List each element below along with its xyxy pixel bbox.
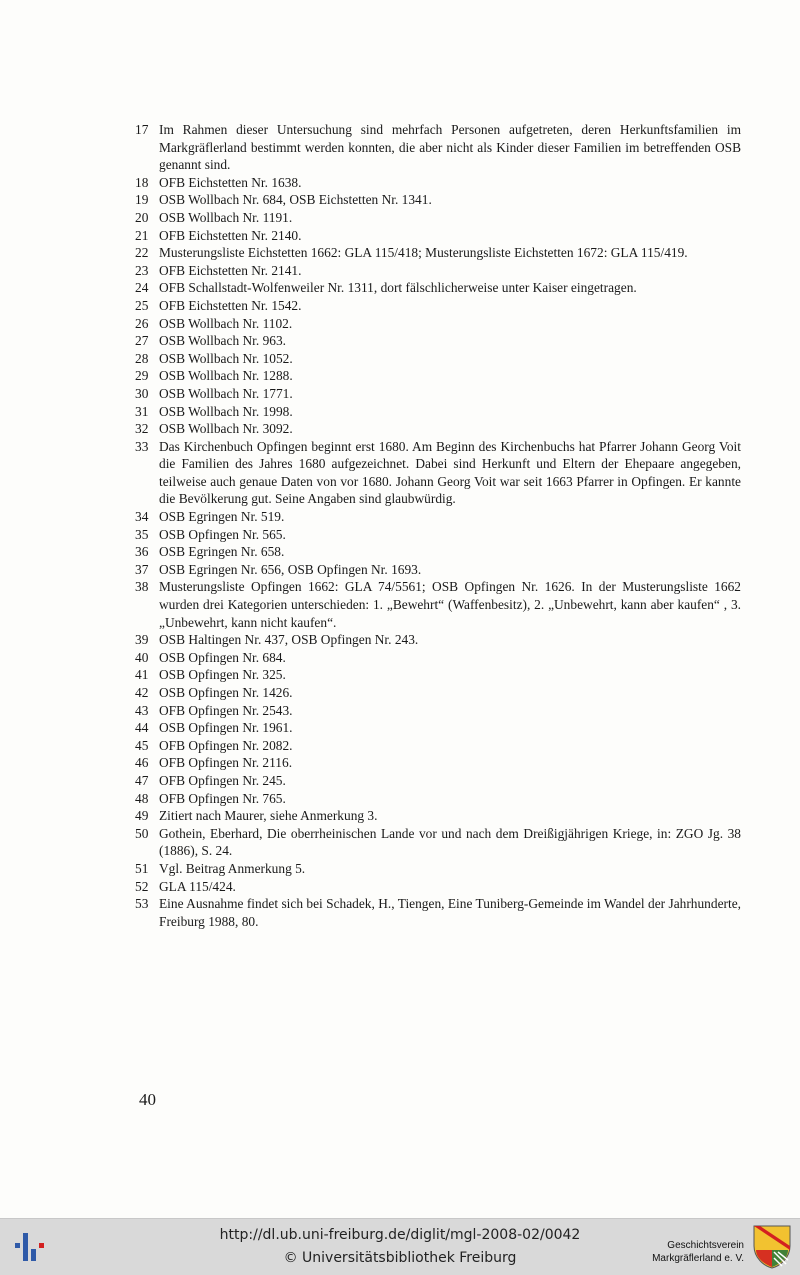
endnote-text: OSB Haltingen Nr. 437, OSB Opfingen Nr. 243. (159, 632, 419, 648)
endnote-text: OSB Opfingen Nr. 565. (159, 526, 286, 542)
page-number: 40 (139, 1090, 156, 1109)
endnote-text: OFB Eichstetten Nr. 2141. (159, 262, 302, 278)
endnote-text: Zitiert nach Maurer, siehe Anmerkung 3. (159, 808, 378, 824)
endnote-45 (135, 737, 741, 755)
endnote-number: 22 (135, 245, 149, 261)
endnote-number: 31 (135, 403, 149, 419)
endnote-text: GLA 115/424. (159, 878, 236, 894)
endnote-33 (135, 438, 741, 508)
endnote-text: OSB Opfingen Nr. 325. (159, 667, 286, 683)
endnote-38 (135, 578, 741, 631)
endnote-text: OFB Eichstetten Nr. 1638. (159, 174, 302, 190)
endnote-text: OSB Egringen Nr. 658. (159, 544, 285, 560)
endnote-number: 35 (135, 526, 149, 542)
endnote-39 (135, 631, 741, 649)
endnote-37 (135, 561, 741, 579)
endnote-30 (135, 385, 741, 403)
endnote-52 (135, 878, 741, 896)
endnote-text: OFB Opfingen Nr. 2082. (159, 737, 293, 753)
endnote-number: 46 (135, 755, 149, 771)
endnote-text: Musterungsliste Eichstetten 1662: GLA 115/418; Musterungsliste Eichstetten 1672: GLA 115/419. (159, 245, 688, 261)
endnote-number: 38 (135, 579, 149, 595)
endnote-text: Vgl. Beitrag Anmerkung 5. (159, 860, 306, 876)
endnote-number: 45 (135, 737, 149, 753)
endnote-number: 23 (135, 262, 149, 278)
endnote-number: 29 (135, 368, 149, 384)
endnote-number: 34 (135, 509, 149, 525)
endnote-text: OSB Opfingen Nr. 1961. (159, 720, 293, 736)
endnote-number: 36 (135, 544, 149, 560)
endnote-text: OSB Egringen Nr. 519. (159, 509, 285, 525)
endnote-number: 37 (135, 561, 149, 577)
source-url[interactable]: http://dl.ub.uni-freiburg.de/diglit/mgl-2008-02/0042 (219, 1227, 581, 1243)
endnote-47 (135, 772, 741, 790)
endnote-number: 50 (135, 825, 149, 841)
endnote-number: 48 (135, 790, 149, 806)
endnote-number: 33 (135, 438, 149, 454)
endnote-21 (135, 227, 741, 245)
endnote-text: Das Kirchenbuch Opfingen beginnt erst 1680. Am Beginn des Kirchenbuchs hat Pfarrer Johann Georg Voit die Familien des Jahres 1680 aufgezeichnet. Dabei sind Herkunft und Eltern der Ehepaare angegeben, teilweise auch genaue Daten von vor 1680. Johann Georg Voit war seit 1663 Pfarrer in Opfingen. Er kannte die Bevölkerung gut. Seine Angaben sind glaubwürdig. (159, 438, 741, 507)
endnote-number: 24 (135, 280, 149, 296)
endnote-text: OSB Wollbach Nr. 3092. (159, 421, 293, 437)
endnote-40 (135, 649, 741, 667)
endnote-28 (135, 350, 741, 368)
endnote-number: 17 (135, 122, 149, 137)
endnote-44 (135, 719, 741, 737)
endnote-31 (135, 403, 741, 421)
endnote-50 (135, 825, 741, 860)
endnote-text: OFB Opfingen Nr. 2543. (159, 702, 293, 718)
endnote-number: 39 (135, 632, 149, 648)
endnote-number: 44 (135, 720, 149, 736)
endnote-text: OSB Wollbach Nr. 684, OSB Eichstetten Nr. 1341. (159, 192, 432, 208)
endnote-number: 42 (135, 685, 149, 700)
endnote-text: Musterungsliste Opfingen 1662: GLA 74/5561; OSB Opfingen Nr. 1626. In der Musterungsliste 1662 wurden drei Kategorien unterschieden: 1. „Bewehrt“ (Waffenbesitz), 2. „Unbewehrt, kann aber kaufen“ , 3. „Unbewehrt, kann nicht kaufen“. (159, 579, 741, 630)
endnote-26 (135, 315, 741, 333)
org-name-line2: Markgräflerland e. V. (652, 1253, 744, 1264)
endnote-number: 26 (135, 315, 149, 331)
endnote-text: OFB Schallstadt-Wolfenweiler Nr. 1311, dort fälschlicherweise unter Kaiser eingetragen. (159, 280, 637, 296)
endnote-text: OFB Opfingen Nr. 765. (159, 790, 286, 806)
org-name-line1: Geschichtsverein (667, 1240, 744, 1251)
endnote-34 (135, 508, 741, 526)
endnote-number: 40 (135, 649, 149, 665)
endnote-number: 19 (135, 192, 149, 208)
endnote-23 (135, 262, 741, 280)
endnote-48 (135, 790, 741, 808)
endnote-43 (135, 702, 741, 720)
endnote-number: 25 (135, 297, 149, 313)
endnote-text: OSB Wollbach Nr. 1052. (159, 350, 293, 366)
coat-of-arms-icon (752, 1224, 792, 1270)
endnote-text: Eine Ausnahme findet sich bei Schadek, H., Tiengen, Eine Tuniberg-Gemeinde im Wandel der Jahrhunderte, Freiburg 1988, 80. (159, 896, 741, 929)
endnote-22 (135, 244, 741, 262)
endnote-text: OSB Egringen Nr. 656, OSB Opfingen Nr. 1693. (159, 561, 422, 577)
endnote-number: 27 (135, 333, 149, 349)
endnote-51 (135, 860, 741, 878)
endnote-text: OSB Wollbach Nr. 963. (159, 333, 287, 349)
endnote-number: 41 (135, 667, 149, 683)
endnote-number: 52 (135, 878, 149, 894)
endnote-number: 49 (135, 808, 149, 824)
endnote-text: OSB Wollbach Nr. 1191. (159, 209, 293, 225)
endnote-19 (135, 191, 741, 209)
endnote-17 (135, 121, 741, 174)
org-name (652, 1239, 744, 1265)
endnote-49 (135, 807, 741, 825)
endnote-number: 18 (135, 174, 149, 190)
endnote-25 (135, 297, 741, 315)
endnote-text: OSB Wollbach Nr. 1771. (159, 385, 293, 401)
endnote-number: 51 (135, 860, 149, 876)
endnote-text: OSB Opfingen Nr. 684. (159, 649, 286, 665)
endnote-text: OSB Wollbach Nr. 1998. (159, 403, 293, 419)
endnote-text: OFB Opfingen Nr. 245. (159, 772, 286, 788)
endnote-18 (135, 174, 741, 192)
endnote-number: 43 (135, 702, 149, 718)
endnote-42 (135, 684, 741, 702)
endnote-text: OFB Eichstetten Nr. 1542. (159, 297, 302, 313)
endnote-53 (135, 895, 741, 930)
endnote-46 (135, 754, 741, 772)
endnote-20 (135, 209, 741, 227)
endnote-41 (135, 666, 741, 684)
endnote-32 (135, 420, 741, 438)
endnote-24 (135, 279, 741, 297)
endnote-35 (135, 526, 741, 544)
endnote-number: 53 (135, 896, 149, 912)
endnote-number: 28 (135, 350, 149, 366)
endnote-text: Im Rahmen dieser Untersuchung sind mehrfach Personen aufgetreten, deren Herkunftsfamilien im Markgräflerland bestimmt werden konnten, die aber nicht als Kinder dieser Familien im betreffenden OSB genannt sind. (159, 122, 741, 173)
endnotes-list (135, 121, 741, 930)
endnote-text: Gothein, Eberhard, Die oberrheinischen Lande vor und nach dem Dreißigjährigen Kriege, in: ZGO Jg. 38 (1886), S. 24. (159, 825, 741, 859)
endnote-text: OSB Opfingen Nr. 1426. (159, 685, 293, 700)
endnote-number: 21 (135, 227, 149, 243)
endnote-27 (135, 332, 741, 350)
endnote-number: 30 (135, 385, 149, 401)
viewer-footer (0, 1218, 800, 1275)
endnote-text: OFB Opfingen Nr. 2116. (159, 755, 293, 771)
endnote-text: OFB Eichstetten Nr. 2140. (159, 227, 302, 243)
endnote-text: OSB Wollbach Nr. 1288. (159, 368, 293, 384)
endnote-number: 47 (135, 772, 149, 788)
endnote-number: 32 (135, 421, 149, 437)
copyright-notice: © Universitätsbibliothek Freiburg (283, 1250, 517, 1266)
endnote-text: OSB Wollbach Nr. 1102. (159, 315, 293, 331)
endnote-29 (135, 367, 741, 385)
endnote-number: 20 (135, 209, 149, 225)
endnote-36 (135, 543, 741, 561)
